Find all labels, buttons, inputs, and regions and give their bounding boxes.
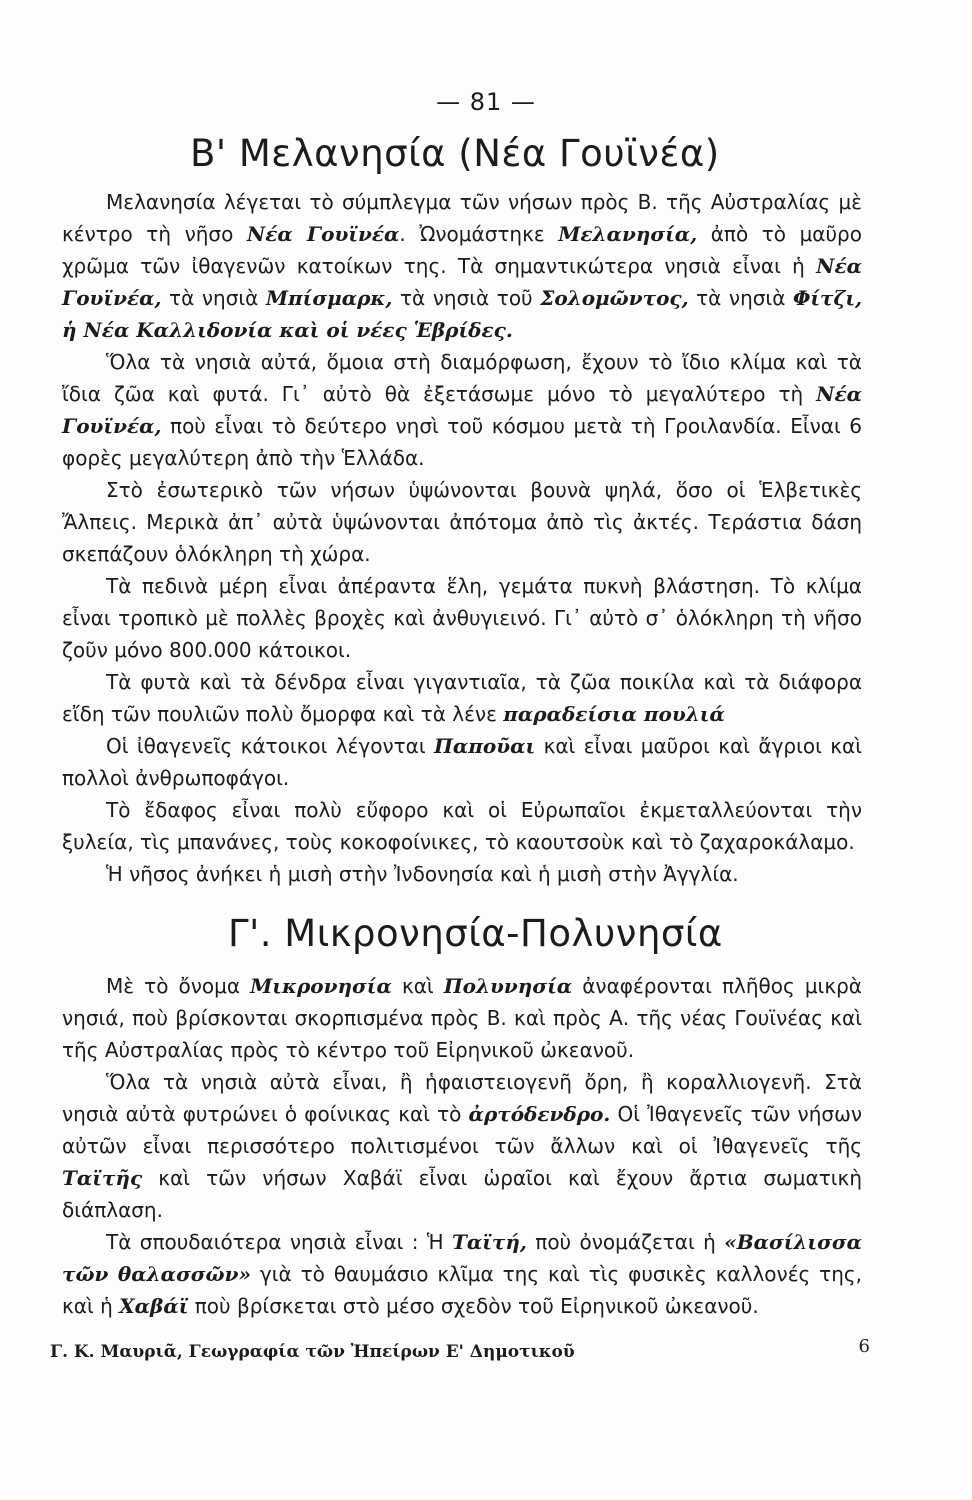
section-body-micronesia-polynesia	[62, 970, 862, 1322]
emphasized-term: παραδείσια πουλιά	[503, 702, 725, 726]
section-body-melanesia	[62, 186, 862, 890]
emphasized-term: Παποῦαι	[434, 734, 536, 758]
paragraph-text: τὰ νησιὰ	[161, 286, 266, 310]
emphasized-term: Νέα Γουϊνέα	[246, 222, 400, 246]
paragraph-text: . Ὠνομάστηκε	[399, 222, 559, 246]
paragraph-text: Τὰ σπουδαιότερα νησιὰ εἶναι : Ἡ	[106, 1230, 452, 1254]
paragraph-text: Ἡ νῆσος ἀνήκει ἡ μισὴ στὴν Ἰνδονησία καὶ ἡ μισὴ στὴν Ἀγγλία.	[106, 862, 739, 886]
paragraph	[62, 794, 862, 858]
emphasized-term: ἀρτόδενδρο.	[468, 1102, 611, 1126]
paragraph	[62, 1226, 862, 1322]
paragraph-text: ἀπὸ τὸ μαῦρο χρῶμα τῶν ἰθαγενῶν κατοίκων της. Τὰ σημαντικώτερα νησιὰ εἶναι ἡ	[62, 222, 862, 278]
paragraph	[62, 474, 862, 570]
signature-number: 6	[858, 1336, 870, 1357]
paragraph-text: Ὅλα τὰ νησιὰ αὐτά, ὅμοια στὴ διαμόρφωση, ἔχουν τὸ ἴδιο κλίμα καὶ τὰ ἴδια ζῶα καὶ φυτά. Γι᾽ αὐτὸ θὰ ἐξετάσωμε μόνο τὸ μεγαλύτερο τὴ	[62, 350, 862, 406]
paragraph-text: Τὸ ἔδαφος εἶναι πολὺ εὔφορο καὶ οἱ Εὐρωπαῖοι ἐκμεταλλεύονται τὴν ξυλεία, τὶς μπανάνες, τοὺς κοκοφοίνικες, τὸ καουτσοὺκ καὶ τὸ ζαχαροκάλαμο.	[62, 798, 862, 854]
emphasized-term: Ταϊτή,	[451, 1230, 527, 1254]
section-heading-melanesia: Β' Μελανησία (Νέα Γουϊνέα)	[190, 132, 720, 175]
paragraph	[62, 666, 862, 730]
paragraph	[62, 570, 862, 666]
page-number: — 81 —	[436, 88, 536, 116]
paragraph-text: τὰ νησιὰ	[688, 286, 793, 310]
emphasized-term: Σολομῶντος,	[540, 286, 689, 310]
emphasized-term: Ταϊτῆς	[62, 1166, 143, 1190]
paragraph-text: καὶ τῶν νήσων Χαβάϊ εἶναι ὡραῖοι καὶ ἔχουν ἄρτια σωματικὴ διάπλαση.	[62, 1166, 862, 1222]
emphasized-term: Χαβάϊ	[119, 1294, 189, 1318]
emphasized-term: Νέα Γουϊνέα,	[62, 382, 862, 438]
emphasized-term: «Βασίλισσα τῶν θαλασσῶν»	[62, 1230, 862, 1286]
paragraph-text: ποὺ ὀνομάζεται ἡ	[526, 1230, 725, 1254]
paragraph	[62, 730, 862, 794]
paragraph-text: ποὺ βρίσκεται στὸ μέσο σχεδὸν τοῦ Εἰρηνικοῦ ὠκεανοῦ.	[188, 1294, 759, 1318]
paragraph-text: τὰ νησιὰ τοῦ	[392, 286, 541, 310]
paragraph-text: ποὺ εἶναι τὸ δεύτερο νησὶ τοῦ κόσμου μετὰ τὴ Γροιλανδία. Εἶναι 6 φορὲς μεγαλύτερη ἀπὸ τὴν Ἑλλάδα.	[62, 414, 862, 470]
emphasized-term: Μελανησία,	[558, 222, 698, 246]
paragraph-text: Ὅλα τὰ νησιὰ αὐτὰ εἶναι, ἢ ἡφαιστειογενῆ ὄρη, ἢ κοραλλιογενῆ. Στὰ νησιὰ αὐτὰ φυτρώνει ὁ φοίνικας καὶ τὸ	[62, 1070, 862, 1126]
paragraph-text: Οἱ Ἰθαγενεῖς τῶν νήσων αὐτῶν εἶναι περισσότερο πολιτισμένοι τῶν ἄλλων καὶ οἱ Ἰθαγενεῖς τῆς	[62, 1102, 862, 1158]
paragraph-text: καὶ εἶναι μαῦροι καὶ ἄγριοι καὶ πολλοὶ ἀνθρωποφάγοι.	[62, 734, 863, 790]
paragraph	[62, 346, 862, 474]
paragraph-text: Τὰ πεδινὰ μέρη εἶναι ἀπέραντα ἕλη, γεμάτα πυκνὴ βλάστηση. Τὸ κλίμα εἶναι τροπικὸ μὲ πολλὲς βροχὲς καὶ ἀνθυγιεινό. Γι᾽ αὐτὸ σ᾽ ὁλόκληρη τὴ νῆσο ζοῦν μόνο 800.000 κάτοικοι.	[62, 574, 862, 662]
emphasized-term: Πολυνησία	[443, 974, 573, 998]
emphasized-term: Μπίσμαρκ,	[265, 286, 393, 310]
paragraph-text: Μελανησία λέγεται τὸ σύμπλεγμα τῶν νήσων πρὸς Β. τῆς Αὐστραλίας μὲ κέντρο τὴ νῆσο	[62, 190, 862, 246]
paragraph-text: ἀναφέρονται πλῆθος μικρὰ νησιά, ποὺ βρίσκονται σκορπισμένα πρὸς Β. καὶ πρὸς Α. τῆς νέας Γουϊνέας καὶ τῆς Αὐστραλίας πρὸς τὸ κέντρο τοῦ Εἰρηνικοῦ ὠκεανοῦ.	[62, 974, 862, 1062]
section-heading-micronesia-polynesia: Γ'. Μικρονησία-Πολυνησία	[228, 912, 723, 955]
paragraph-text: Οἱ ἰθαγενεῖς κάτοικοι λέγονται	[106, 734, 434, 758]
emphasized-term: Μικρονησία	[250, 974, 392, 998]
paragraph	[62, 1066, 862, 1226]
paragraph	[62, 970, 862, 1066]
paragraph-text: καὶ	[391, 974, 444, 998]
paragraph	[62, 186, 862, 346]
paragraph-text: Μὲ τὸ ὄνομα	[106, 974, 251, 998]
paragraph-text: Τὰ φυτὰ καὶ τὰ δένδρα εἶναι γιγαντιαῖα, τὰ ζῶα ποικίλα καὶ τὰ διάφορα εἴδη τῶν πουλιῶν πολὺ ὄμορφα καὶ τὰ λένε	[62, 670, 862, 726]
paragraph-text: Στὸ ἐσωτερικὸ τῶν νήσων ὑψώνονται βουνὰ ψηλά, ὅσο οἱ Ἑλβετικὲς Ἄλπεις. Μερικὰ ἀπ᾽ αὐτὰ ὑψώνονται ἀπότομα ἀπὸ τὶς ἀκτές. Τεράστια δάση σκεπάζουν ὁλόκληρη τὴ χώρα.	[62, 478, 862, 566]
paragraph-text: γιὰ τὸ θαυμάσιο κλῖμα της καὶ τὶς φυσικὲς καλλονές της, καὶ ἡ	[62, 1262, 862, 1318]
emphasized-term: Φίτζι, ἡ Νέα Καλλιδονία καὶ οἱ νέες Ἑβρίδες.	[62, 286, 862, 342]
emphasized-term: Νέα Γουϊνέα,	[62, 254, 862, 310]
paragraph	[62, 858, 862, 890]
footer-citation: Γ. Κ. Μαυριᾶ, Γεωγραφία τῶν Ἠπείρων Ε' Δημοτικοῦ	[50, 1342, 575, 1362]
